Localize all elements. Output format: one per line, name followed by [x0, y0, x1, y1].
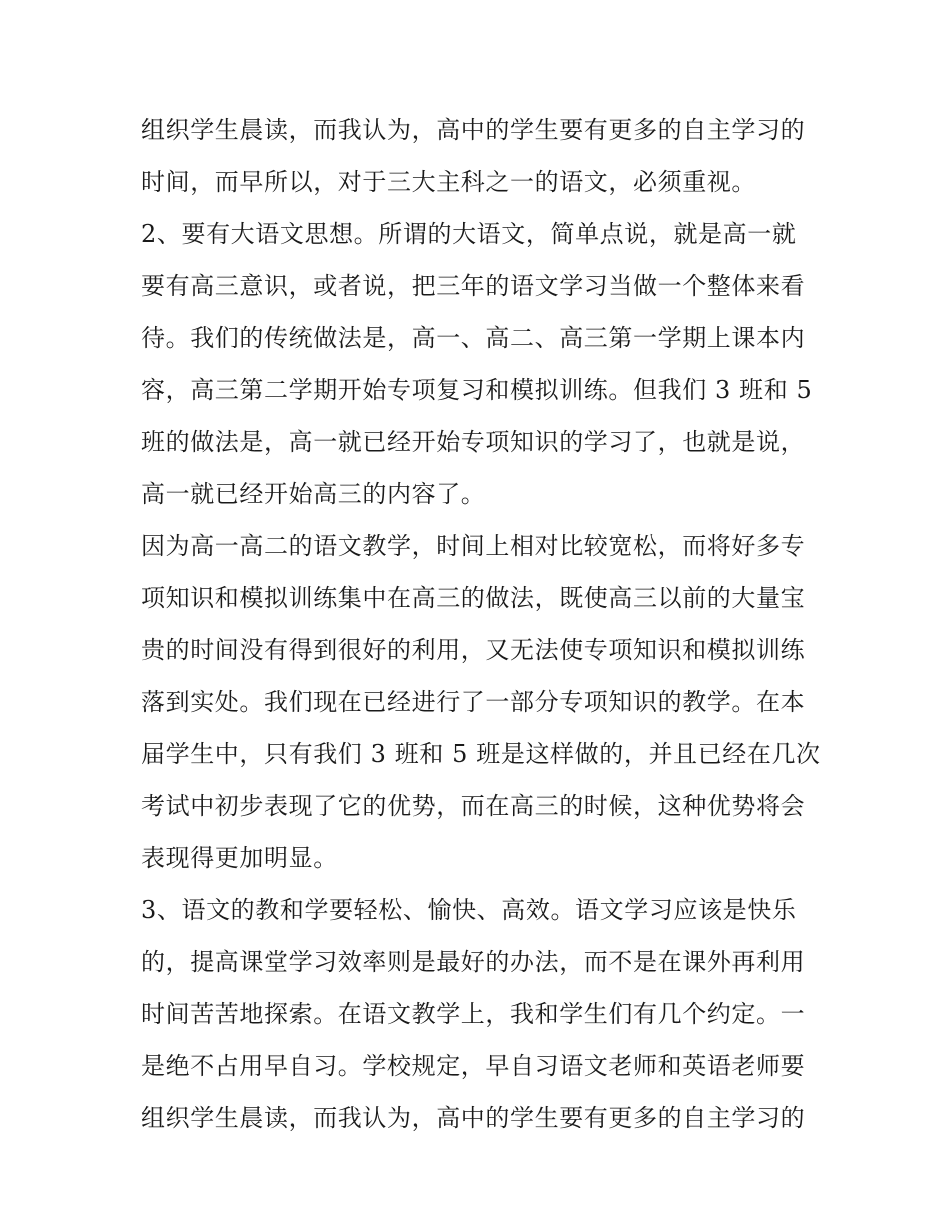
text-line: 2、要有大语文思想。所谓的大语文，简单点说，就是高一就: [141, 220, 797, 248]
text-line: 班的做法是，高一就已经开始专项知识的学习了，也就是说，: [141, 428, 806, 456]
text-line: 项知识和模拟训练集中在高三的做法，既使高三以前的大量宝: [141, 584, 806, 612]
text-line: 高一就已经开始高三的内容了。: [141, 480, 486, 508]
body-text: [141, 104, 821, 1144]
text-line: 表现得更加明显。: [141, 844, 338, 872]
text-line: 待。我们的传统做法是，高一、高二、高三第一学期上课本内: [141, 324, 806, 352]
text-line: 时间苦苦地探索。在语文教学上，我和学生们有几个约定。一: [141, 1000, 806, 1028]
text-line: 届学生中，只有我们 3 班和 5 班是这样做的，并且已经在几次: [141, 740, 821, 768]
text-line: 3、语文的教和学要轻松、愉快、高效。语文学习应该是快乐: [141, 896, 797, 924]
text-line: 贵的时间没有得到很好的利用，又无法使专项知识和模拟训练: [141, 636, 806, 664]
text-line: 容，高三第二学期开始专项复习和模拟训练。但我们 3 班和 5: [141, 376, 813, 404]
text-line: 落到实处。我们现在已经进行了一部分专项知识的教学。在本: [141, 688, 806, 716]
text-line: 组织学生晨读，而我认为，高中的学生要有更多的自主学习的: [141, 116, 806, 144]
text-line: 因为高一高二的语文教学，时间上相对比较宽松，而将好多专: [141, 532, 806, 560]
text-line: 考试中初步表现了它的优势，而在高三的时候，这种优势将会: [141, 792, 806, 820]
text-line: 组织学生晨读，而我认为，高中的学生要有更多的自主学习的: [141, 1104, 806, 1132]
text-line: 的，提高课堂学习效率则是最好的办法，而不是在课外再利用: [141, 948, 806, 976]
text-line: 时间，而早所以，对于三大主科之一的语文，必须重视。: [141, 168, 756, 196]
text-line: 是绝不占用早自习。学校规定，早自习语文老师和英语老师要: [141, 1052, 806, 1080]
text-line: 要有高三意识，或者说，把三年的语文学习当做一个整体来看: [141, 272, 806, 300]
